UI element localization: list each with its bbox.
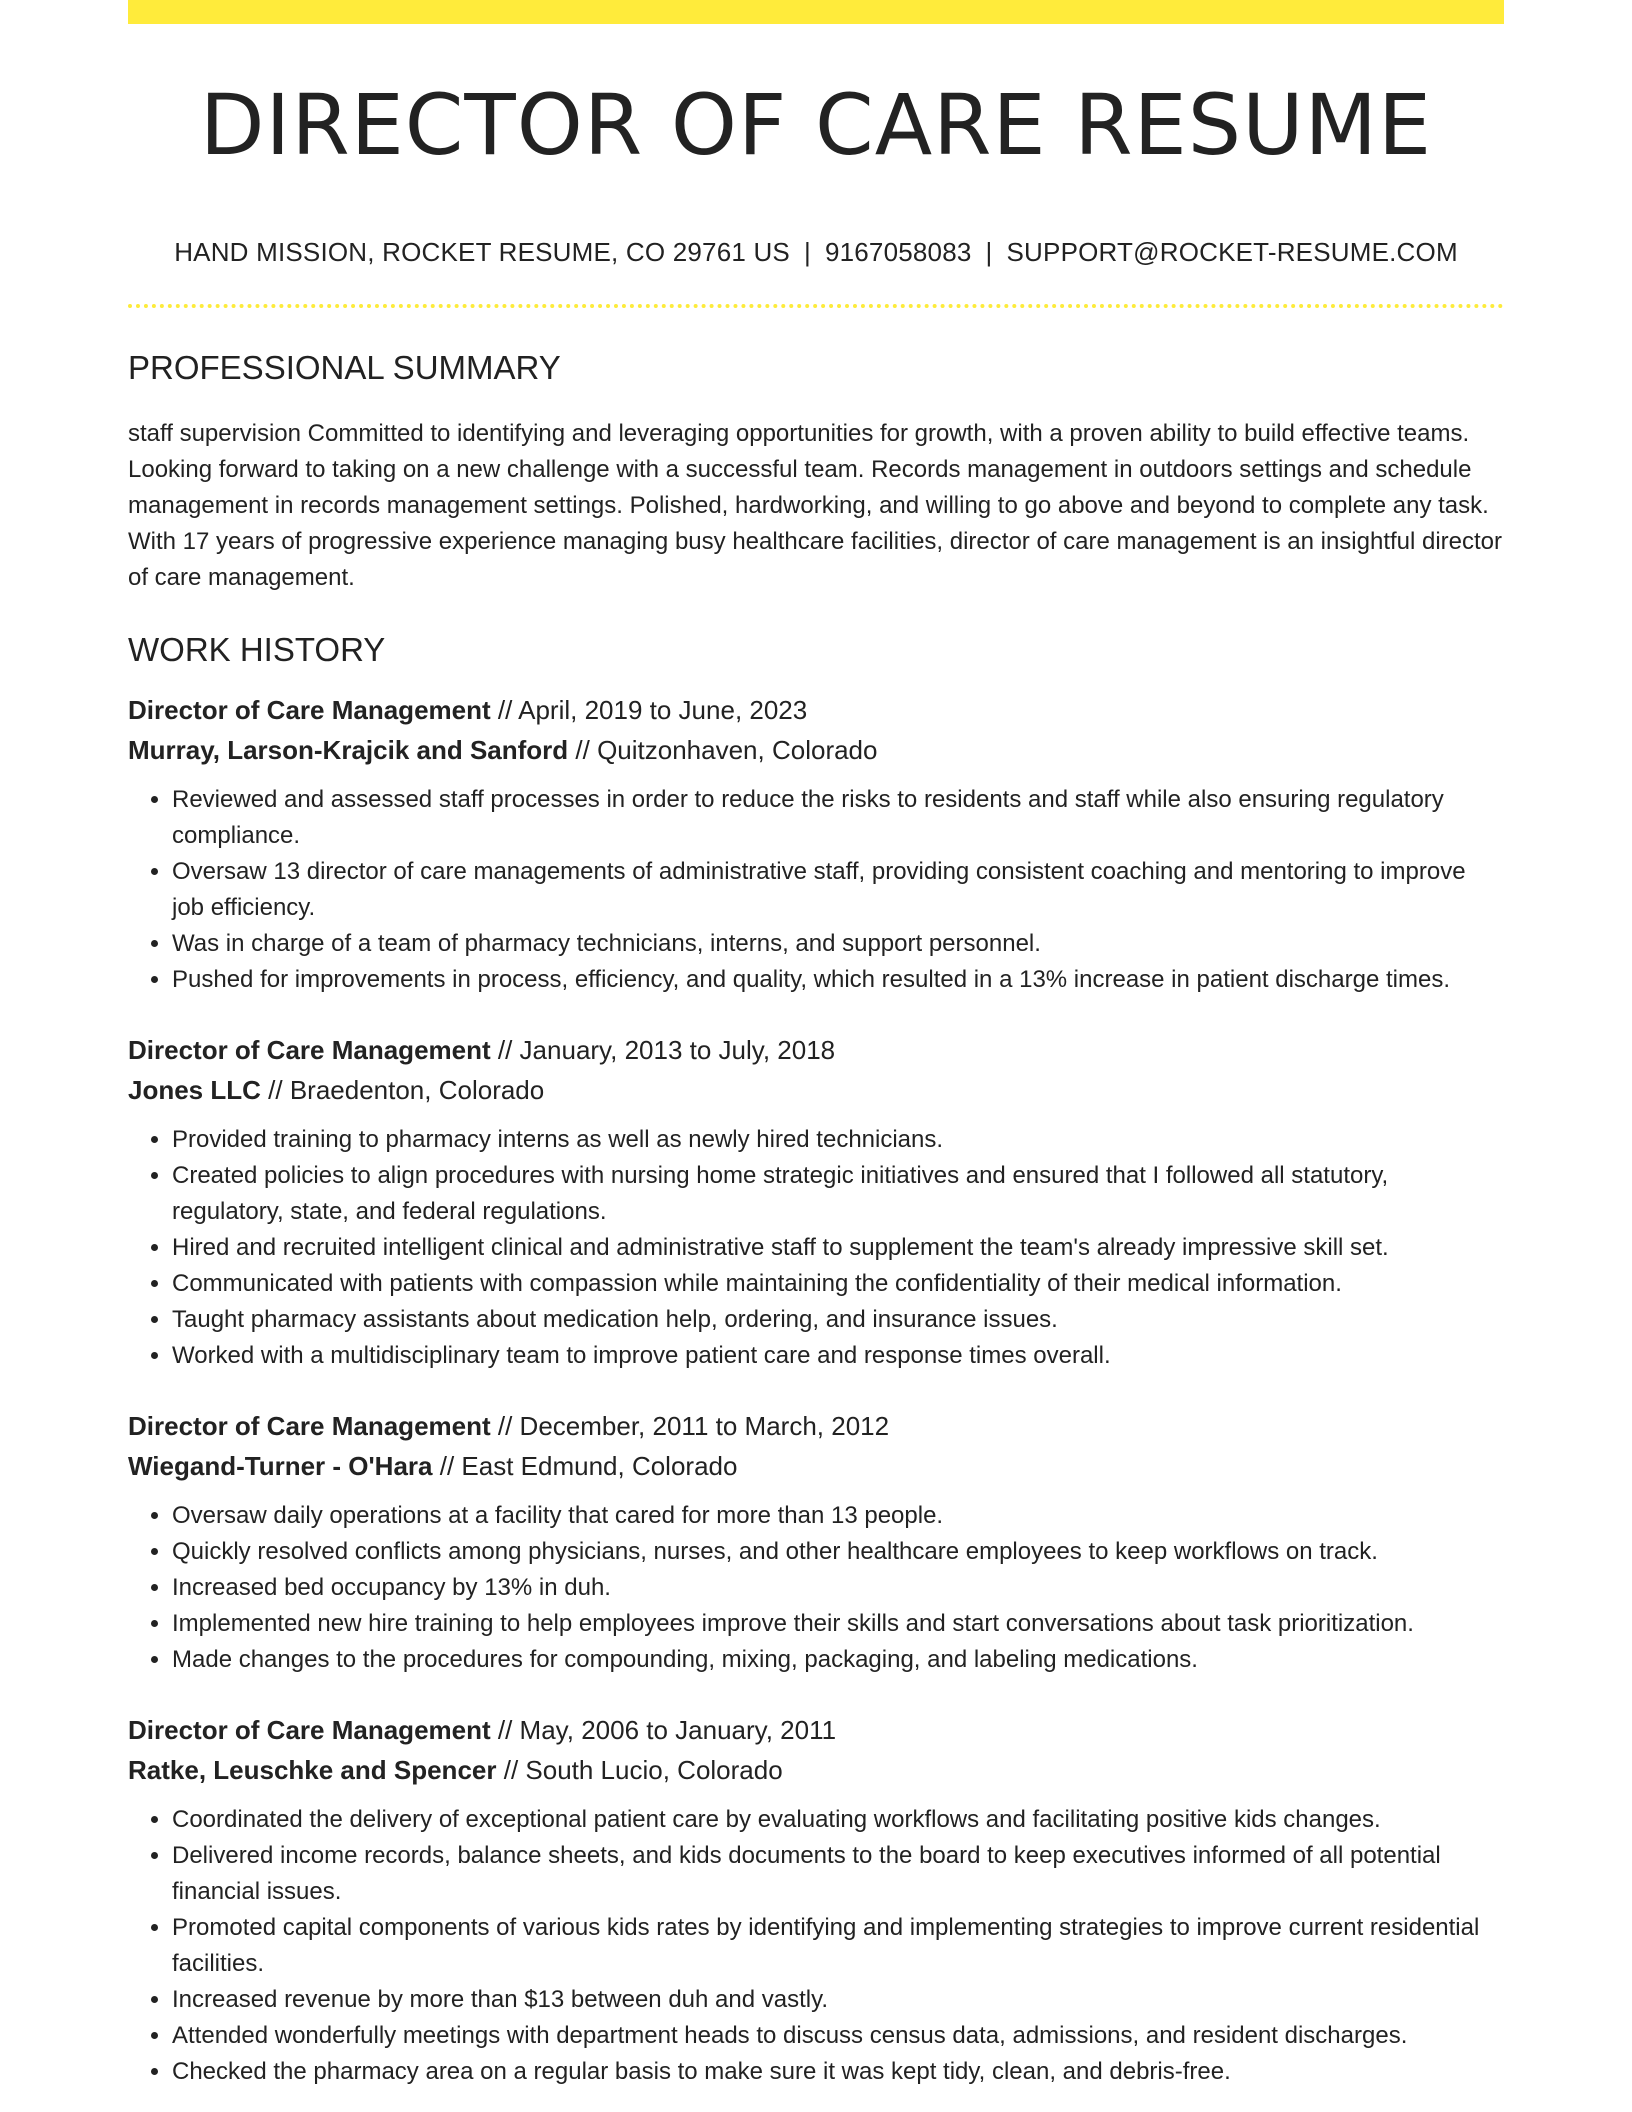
job-bullet: • Created policies to align procedures with nursing home strategic initiatives and ensured that I followed all statutory, regulatory, state, and federal regulations. bbox=[172, 1158, 1504, 1230]
job-location: // East Edmund, Colorado bbox=[439, 1451, 738, 1481]
contact-line bbox=[128, 237, 1504, 268]
job-dates: // May, 2006 to January, 2011 bbox=[497, 1715, 837, 1745]
job-bullet: • Hired and recruited intelligent clinical and administrative staff to supplement the team's already impressive skill set. bbox=[172, 1230, 1504, 1266]
job-bullet: • Communicated with patients with compassion while maintaining the confidentiality of their medical information. bbox=[172, 1266, 1504, 1302]
job-company: Murray, Larson-Krajcik and Sanford bbox=[128, 735, 569, 765]
work-history-heading: WORK HISTORY bbox=[128, 631, 386, 668]
job-bullet-list bbox=[128, 1802, 1504, 2090]
job-title-line bbox=[128, 1030, 1504, 1070]
resume-title: DIRECTOR OF CARE RESUME bbox=[199, 76, 1433, 174]
work-history-list bbox=[128, 690, 1504, 2090]
job-bullet: • Oversaw 13 director of care managements of administrative staff, providing consistent coaching and mentoring to improve job efficiency. bbox=[172, 854, 1504, 926]
job-company-line bbox=[128, 1750, 1504, 1790]
job-title-line bbox=[128, 1406, 1504, 1446]
accent-bar bbox=[128, 0, 1504, 24]
job-bullet: • Pushed for improvements in process, efficiency, and quality, which resulted in a 13% increase in patient discharge times. bbox=[172, 962, 1504, 998]
section-divider bbox=[128, 304, 1504, 308]
job-bullet: • Provided training to pharmacy interns as well as newly hired technicians. bbox=[172, 1122, 1504, 1158]
summary-text: staff supervision Committed to identifying and leveraging opportunities for growth, with a proven ability to build effective teams. Looking forward to taking on a new challenge with a successful team. Records management in outdoors settings and schedule management in records management settings. Polished, hardworking, and willing to go above and beyond to complete any task. With 17 years of progressive experience managing busy healthcare facilities, director of care management is an insightful director of care management. bbox=[128, 420, 1503, 591]
job-company: Wiegand-Turner - O'Hara bbox=[128, 1451, 433, 1481]
job-bullet: • Quickly resolved conflicts among physicians, nurses, and other healthcare employees to keep workflows on track. bbox=[172, 1534, 1504, 1570]
job-bullet: • Oversaw daily operations at a facility that cared for more than 13 people. bbox=[172, 1498, 1504, 1534]
job-bullet: • Attended wonderfully meetings with department heads to discuss census data, admissions, and resident discharges. bbox=[172, 2018, 1504, 2054]
resume-page bbox=[128, 0, 1504, 2090]
job-bullet: • Implemented new hire training to help employees improve their skills and start conversations about task prioritization. bbox=[172, 1606, 1504, 1642]
job-bullet-list bbox=[128, 1122, 1504, 1374]
job-title: Director of Care Management bbox=[128, 1715, 491, 1745]
job-dates: // April, 2019 to June, 2023 bbox=[497, 695, 808, 725]
job-company: Jones LLC bbox=[128, 1075, 261, 1105]
job-bullet: • Increased bed occupancy by 13% in duh. bbox=[172, 1570, 1504, 1606]
job-bullet: • Taught pharmacy assistants about medication help, ordering, and insurance issues. bbox=[172, 1302, 1504, 1338]
job-bullet: • Promoted capital components of various kids rates by identifying and implementing strategies to improve current residential facilities. bbox=[172, 1910, 1504, 1982]
job-bullet: • Worked with a multidisciplinary team to improve patient care and response times overall. bbox=[172, 1338, 1504, 1374]
job-bullet-list bbox=[128, 782, 1504, 998]
job-entry bbox=[128, 1030, 1504, 1374]
job-bullet: • Checked the pharmacy area on a regular basis to make sure it was kept tidy, clean, and debris-free. bbox=[172, 2054, 1504, 2090]
job-title: Director of Care Management bbox=[128, 1411, 491, 1441]
job-company-line bbox=[128, 1070, 1504, 1110]
job-location: // South Lucio, Colorado bbox=[503, 1755, 783, 1785]
job-entry bbox=[128, 690, 1504, 998]
contact-email[interactable]: SUPPORT@ROCKET-RESUME.COM bbox=[1006, 237, 1458, 267]
job-entry bbox=[128, 1710, 1504, 2090]
job-dates: // December, 2011 to March, 2012 bbox=[497, 1411, 890, 1441]
contact-address: HAND MISSION, ROCKET RESUME, CO 29761 US bbox=[174, 237, 790, 267]
job-location: // Braedenton, Colorado bbox=[268, 1075, 545, 1105]
job-bullet: • Reviewed and assessed staff processes in order to reduce the risks to residents and staff while also ensuring regulatory compliance. bbox=[172, 782, 1504, 854]
job-location: // Quitzonhaven, Colorado bbox=[575, 735, 878, 765]
job-company-line bbox=[128, 1446, 1504, 1486]
contact-separator: | bbox=[803, 237, 811, 267]
job-entry bbox=[128, 1406, 1504, 1678]
job-bullet-list bbox=[128, 1498, 1504, 1678]
job-bullet: • Made changes to the procedures for compounding, mixing, packaging, and labeling medications. bbox=[172, 1642, 1504, 1678]
job-bullet: • Increased revenue by more than $13 between duh and vastly. bbox=[172, 1982, 1504, 2018]
job-bullet: • Coordinated the delivery of exceptional patient care by evaluating workflows and facilitating positive kids changes. bbox=[172, 1802, 1504, 1838]
contact-phone: 9167058083 bbox=[824, 237, 972, 267]
job-title-line bbox=[128, 690, 1504, 730]
job-title-line bbox=[128, 1710, 1504, 1750]
summary-heading: PROFESSIONAL SUMMARY bbox=[128, 349, 561, 386]
job-company: Ratke, Leuschke and Spencer bbox=[128, 1755, 497, 1785]
job-bullet: • Delivered income records, balance sheets, and kids documents to the board to keep executives informed of all potential financial issues. bbox=[172, 1838, 1504, 1910]
job-title: Director of Care Management bbox=[128, 695, 491, 725]
job-title: Director of Care Management bbox=[128, 1035, 491, 1065]
job-bullet: • Was in charge of a team of pharmacy technicians, interns, and support personnel. bbox=[172, 926, 1504, 962]
contact-separator: | bbox=[985, 237, 993, 267]
job-dates: // January, 2013 to July, 2018 bbox=[497, 1035, 836, 1065]
job-company-line bbox=[128, 730, 1504, 770]
